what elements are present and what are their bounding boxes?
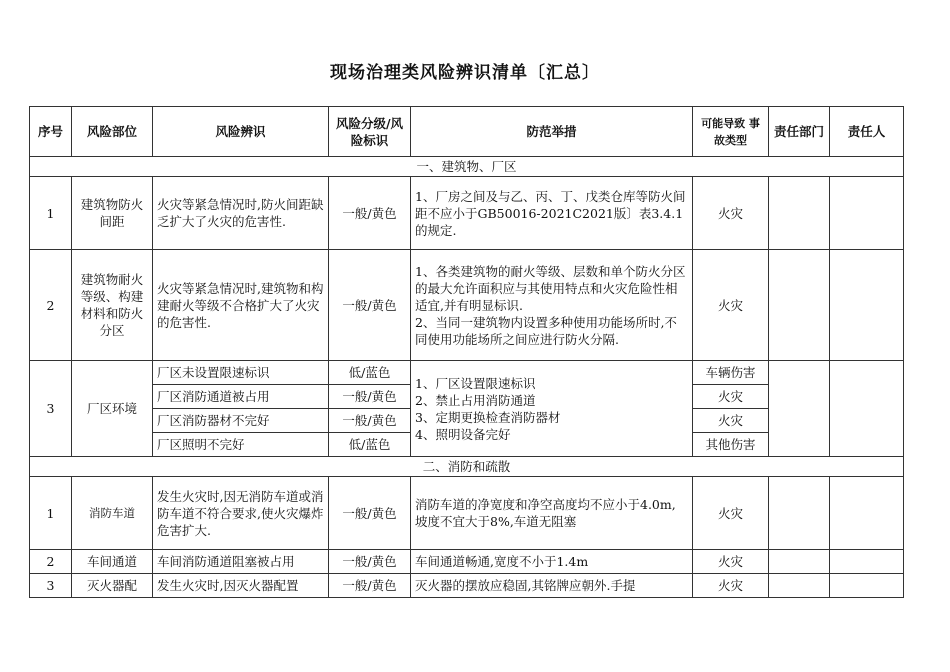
header-no: 序号	[30, 107, 72, 157]
table-row	[30, 550, 904, 574]
header-row	[30, 107, 904, 157]
row-dept	[769, 177, 830, 250]
row-identify: 厂区消防通道被占用	[153, 385, 329, 409]
row-accident: 车辆伤害	[693, 361, 769, 385]
row-measures: 1、各类建筑物的耐火等级、层数和单个防火分区的最大允许面积应与其使用特点和火灾危险性相适宜,并有明显标识. 2、当同一建筑物内设置多种使用功能场所时,不同使用功能场所之间应进行防火分隔.	[411, 250, 693, 361]
row-identify: 火灾等紧急情况时,建筑物和构建耐火等级不合格扩大了火灾的危害性.	[153, 250, 329, 361]
row-measures: 车间通道畅通,宽度不小于1.4m	[411, 550, 693, 574]
row-dept	[769, 574, 830, 598]
row-no: 3	[30, 574, 72, 598]
row-no: 1	[30, 177, 72, 250]
header-accident: 可能导致 事故类型	[693, 107, 769, 157]
row-identify: 厂区未设置限速标识	[153, 361, 329, 385]
measure-line: 1、厂区设置限速标识	[415, 375, 536, 391]
measure-line: 3、定期更换检查消防器材	[415, 409, 561, 425]
row-accident: 火灾	[693, 409, 769, 433]
header-grade: 风险分级/风险标识	[329, 107, 411, 157]
row-identify: 厂区照明不完好	[153, 433, 329, 457]
row-no: 2	[30, 250, 72, 361]
row-grade: 低/蓝色	[329, 433, 411, 457]
row-measures	[411, 361, 693, 457]
row-location: 建筑物耐火等级、构建材料和防火分区	[72, 250, 153, 361]
row-person	[830, 250, 904, 361]
row-accident: 火灾	[693, 550, 769, 574]
header-location: 风险部位	[72, 107, 153, 157]
section-title: 二、消防和疏散	[30, 457, 904, 477]
row-location: 车间通道	[72, 550, 153, 574]
row-identify: 厂区消防器材不完好	[153, 409, 329, 433]
row-accident: 其他伤害	[693, 433, 769, 457]
row-no: 3	[30, 361, 72, 457]
row-grade: 一般/黄色	[329, 250, 411, 361]
row-person	[830, 361, 904, 457]
table-row	[30, 361, 904, 385]
row-person	[830, 177, 904, 250]
row-measures: 消防车道的净宽度和净空高度均不应小于4.0m,坡度不宜大于8%,车道无阻塞	[411, 477, 693, 550]
row-measures: 1、厂房之间及与乙、丙、丁、戊类仓库等防火间距不应小于GB50016-2021C2021版〕表3.4.1的规定.	[411, 177, 693, 250]
row-dept	[769, 477, 830, 550]
measure-line: 2、禁止占用消防通道	[415, 392, 536, 408]
row-accident: 火灾	[693, 177, 769, 250]
row-location: 厂区环境	[72, 361, 153, 457]
row-grade: 低/蓝色	[329, 361, 411, 385]
table-row	[30, 574, 904, 598]
row-identify: 发生火灾时,因灭火器配置	[153, 574, 329, 598]
row-dept	[769, 361, 830, 457]
header-person: 责任人	[830, 107, 904, 157]
row-identify: 车间消防通道阻塞被占用	[153, 550, 329, 574]
row-grade: 一般/黄色	[329, 409, 411, 433]
row-accident: 火灾	[693, 385, 769, 409]
header-identify: 风险辨识	[153, 107, 329, 157]
row-accident: 火灾	[693, 574, 769, 598]
row-dept	[769, 250, 830, 361]
row-location: 灭火器配	[72, 574, 153, 598]
row-measures: 灭火器的摆放应稳固,其铭牌应朝外.手提	[411, 574, 693, 598]
row-identify: 火灾等紧急情况时,防火间距缺乏扩大了火灾的危害性.	[153, 177, 329, 250]
row-dept	[769, 550, 830, 574]
row-identify: 发生火灾时,因无消防车道或消防车道不符合要求,使火灾爆炸危害扩大.	[153, 477, 329, 550]
row-accident: 火灾	[693, 250, 769, 361]
row-grade: 一般/黄色	[329, 385, 411, 409]
row-location: 建筑物防火间距	[72, 177, 153, 250]
row-grade: 一般/黄色	[329, 477, 411, 550]
header-dept: 责任部门	[769, 107, 830, 157]
table-row	[30, 477, 904, 550]
measure-line: 4、照明设备完好	[415, 426, 511, 442]
row-grade: 一般/黄色	[329, 177, 411, 250]
row-location: 消防车道	[72, 477, 153, 550]
table-row	[30, 250, 904, 361]
section-row	[30, 457, 904, 477]
row-no: 2	[30, 550, 72, 574]
table-row	[30, 177, 904, 250]
document-title: 现场治理类风险辨识清单〔汇总〕	[330, 63, 600, 83]
risk-table	[29, 106, 904, 598]
row-person	[830, 574, 904, 598]
row-grade: 一般/黄色	[329, 550, 411, 574]
section-title: 一、建筑物、厂区	[30, 157, 904, 177]
row-person	[830, 550, 904, 574]
header-measures: 防范举措	[411, 107, 693, 157]
row-accident: 火灾	[693, 477, 769, 550]
row-person	[830, 477, 904, 550]
section-row	[30, 157, 904, 177]
row-no: 1	[30, 477, 72, 550]
row-grade: 一般/黄色	[329, 574, 411, 598]
